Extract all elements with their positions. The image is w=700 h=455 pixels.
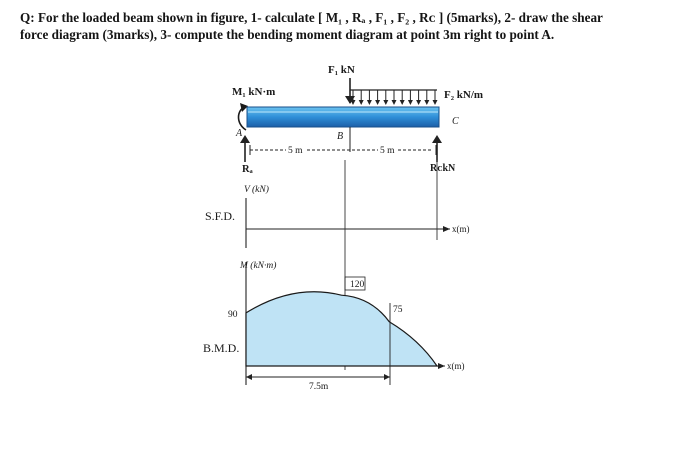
distributed-load-arrowhead <box>383 100 388 105</box>
bmd-curve <box>246 292 437 366</box>
f2-label: F₂ kN/m <box>444 89 484 101</box>
bmd-area-fill <box>246 292 437 366</box>
distributed-load <box>350 90 438 105</box>
bmd-value-mid: 75 <box>393 305 403 315</box>
point-b-label: B <box>337 131 344 142</box>
f1-label: F₁ kN <box>328 64 355 76</box>
distributed-load-arrowhead <box>351 100 356 105</box>
m1-label: M₁ kN·m <box>232 86 276 98</box>
distributed-load-arrowhead <box>375 100 380 105</box>
span-dimension <box>250 145 436 155</box>
distributed-load-arrowhead <box>416 100 421 105</box>
question-line-2: force diagram (3marks), 3- compute the bending moment diagram at point 3m right to point A. <box>20 27 555 42</box>
distributed-load-arrowhead <box>408 100 413 105</box>
distributed-load-arrowhead <box>359 100 364 105</box>
sfd-xlabel: x(m) <box>452 224 470 234</box>
bmd-value-b: 120 <box>350 280 365 290</box>
reaction-a-arrow <box>240 135 250 162</box>
point-a-label: A <box>236 128 243 139</box>
sfd-x-arrowhead-icon <box>443 226 450 232</box>
distributed-load-arrowhead <box>424 100 429 105</box>
bmd-title: B.M.D. <box>203 341 240 355</box>
point-c-label: C <box>452 116 459 127</box>
rc-label: RᴄkN <box>430 163 456 174</box>
distributed-load-arrowhead <box>433 100 438 105</box>
sfd-ylabel: V (kN) <box>244 185 269 195</box>
sfd-title: S.F.D. <box>205 209 236 223</box>
reaction-c-arrow <box>432 135 442 162</box>
distributed-load-arrowhead <box>367 100 372 105</box>
bmd-value-a: 90 <box>228 310 238 320</box>
bmd-x-arrowhead-icon <box>438 363 445 369</box>
beam-body <box>247 107 439 127</box>
ra-label: Rₐ <box>242 164 253 175</box>
bmd-xlabel: x(m) <box>447 361 465 371</box>
bmd-ylabel: M (kN·m) <box>240 261 277 271</box>
distributed-load-arrowhead <box>400 100 405 105</box>
question-line-1: Q: For the loaded beam shown in figure, 1- calculate [ M₁ , Rₐ , F₁ , F₂ , Rᴄ ] (5marks), 2- draw the shear <box>20 10 603 25</box>
bmd-dim-label: 7.5m <box>309 382 329 392</box>
span-ab-label: 5 m <box>288 146 303 156</box>
span-bc-label: 5 m <box>380 146 395 156</box>
bmd-dimension <box>246 374 390 380</box>
distributed-load-arrowhead <box>392 100 397 105</box>
